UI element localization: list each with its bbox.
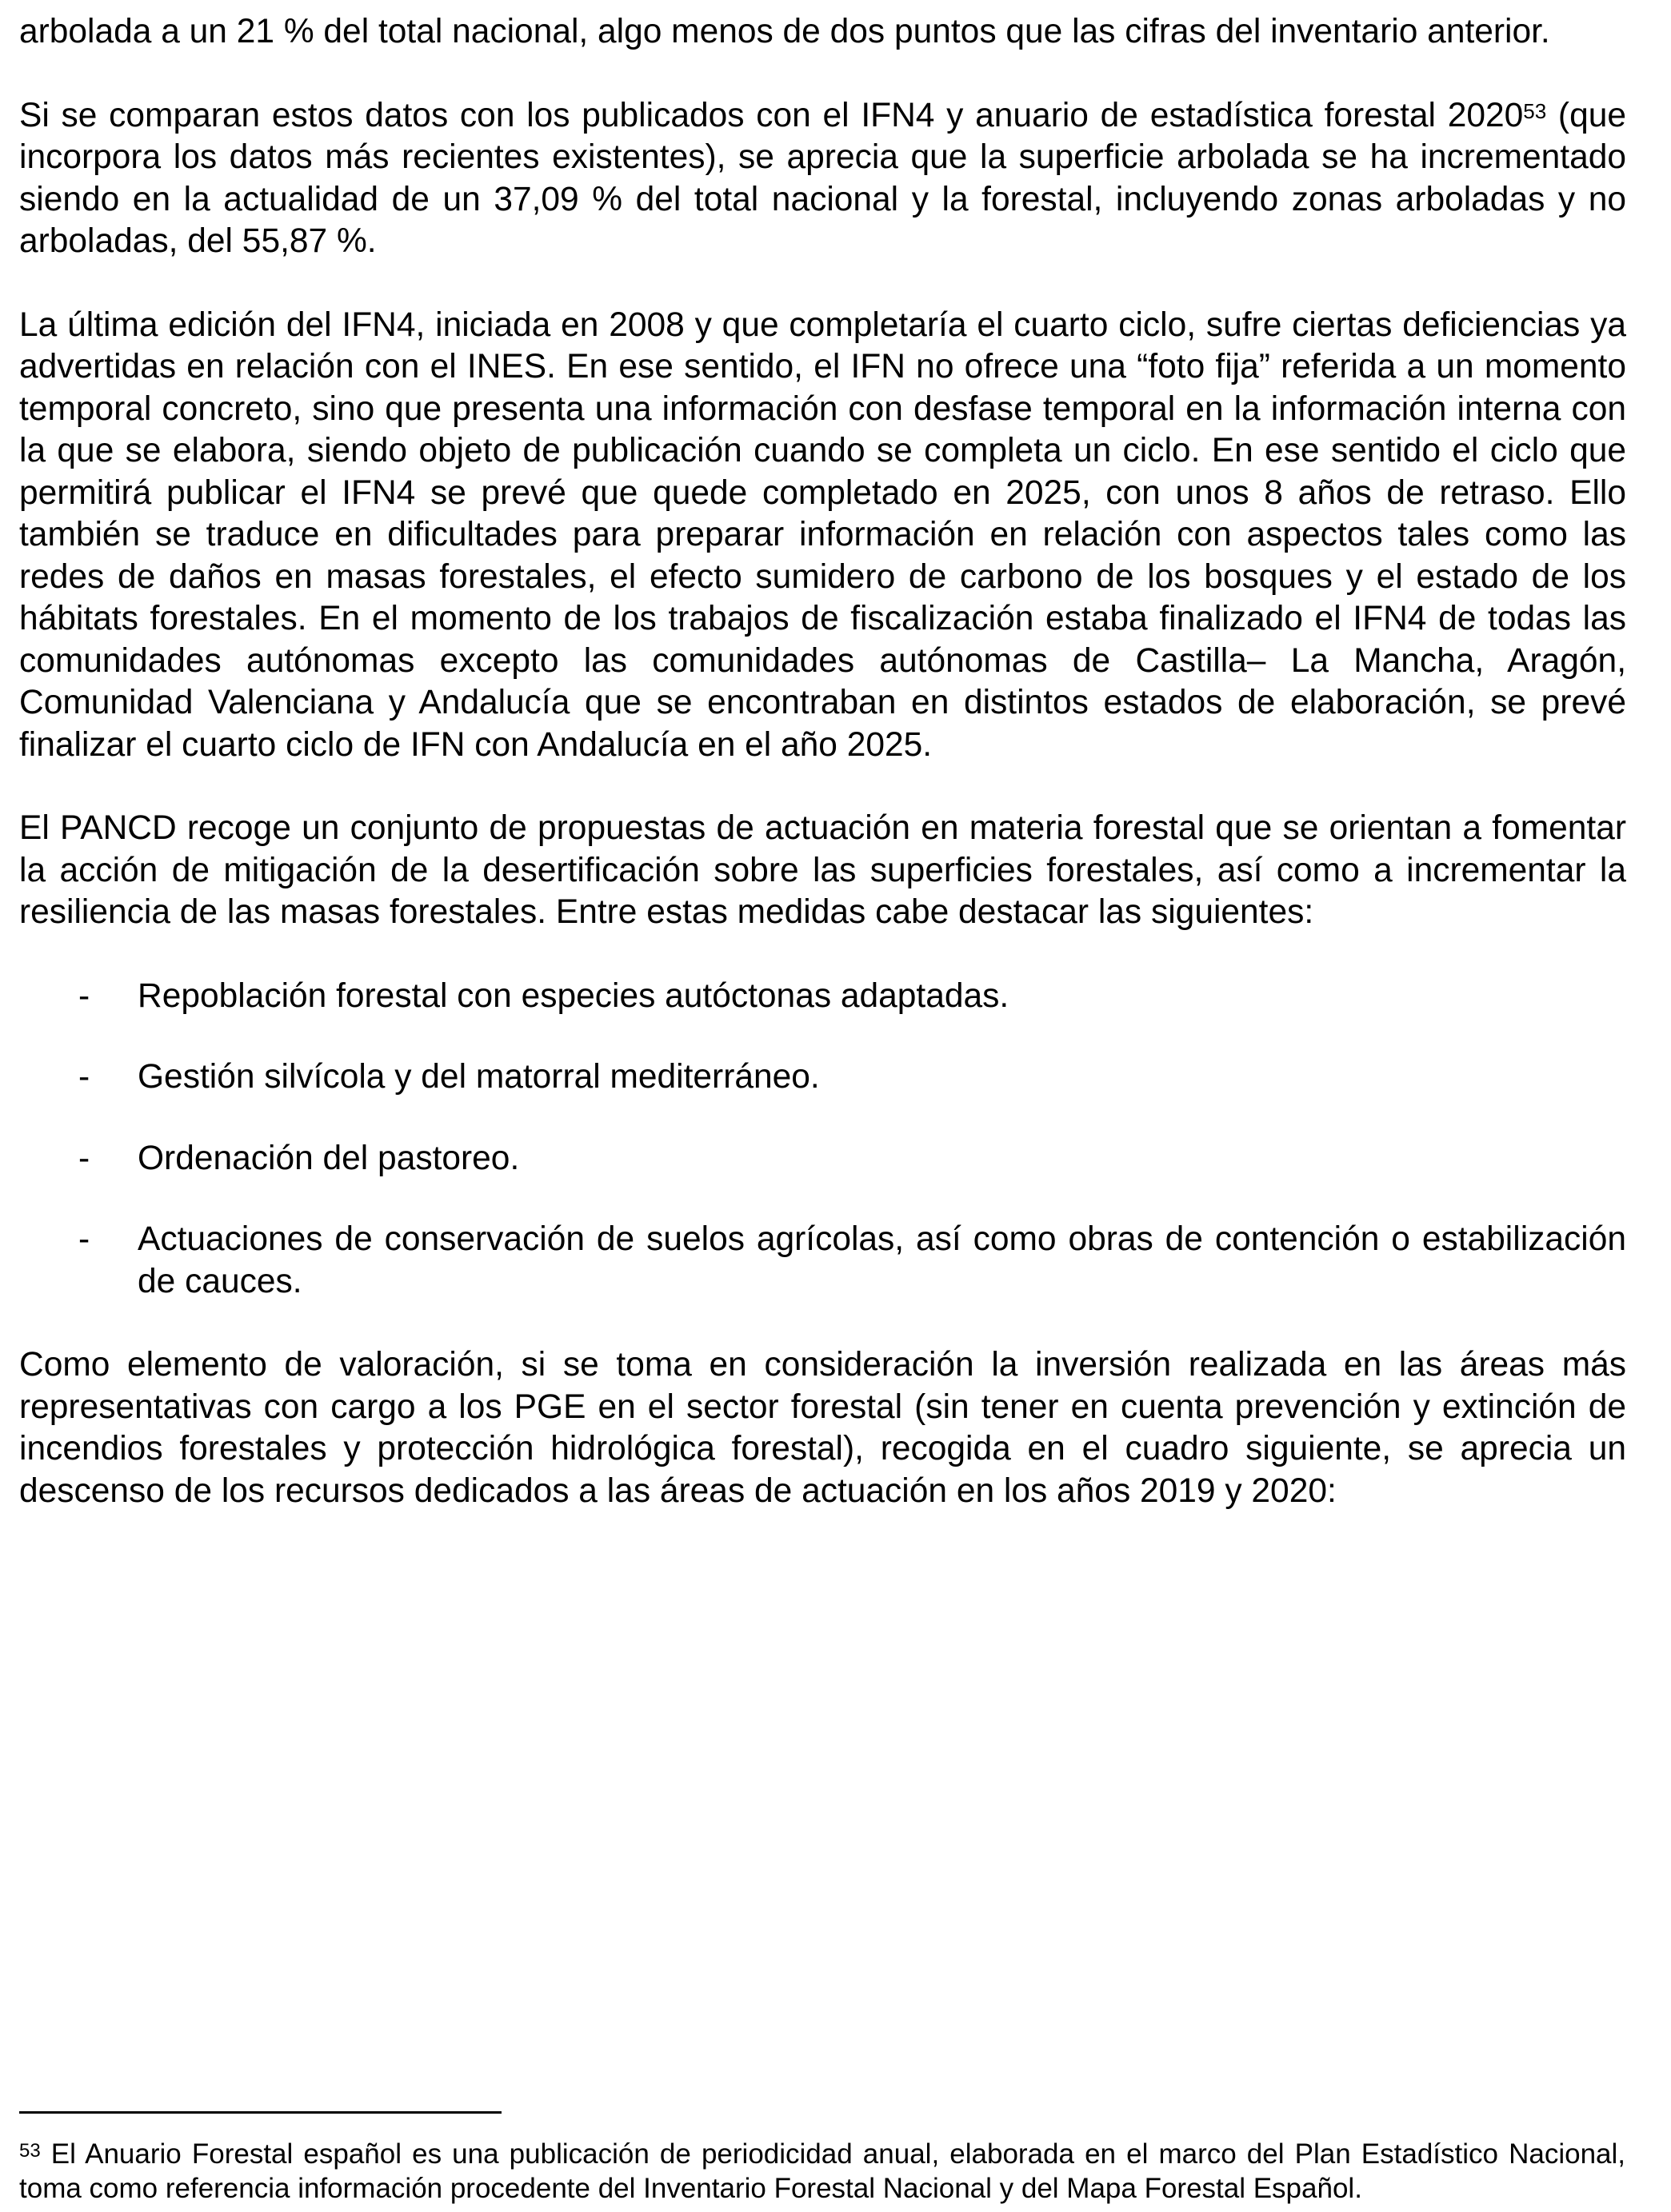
list-item [19, 1056, 1626, 1099]
list-dash: - [78, 1058, 90, 1096]
paragraph-gap [19, 263, 1626, 305]
list-dash: - [78, 1139, 90, 1177]
list-dash: - [78, 1220, 90, 1258]
list-item [19, 976, 1626, 1018]
paragraph-comparison [19, 95, 1626, 263]
list-item [19, 1219, 1626, 1303]
list-item-text: Repoblación forestal con especies autóctonas adaptadas. [138, 976, 1009, 1015]
paragraph-gap [19, 1303, 1626, 1344]
document-page [19, 11, 1626, 1512]
footnote-number: 53 [19, 2140, 41, 2162]
paragraph-comparison-rest: (que incorpora los datos más recientes existentes), se aprecia que la superficie arbolada se ha incrementado siendo en la actualidad de un 37,09 % del total nacional y la forestal, incluyendo zonas arboladas y no arboladas, del 55,87 %. [19, 96, 1626, 260]
footnote [19, 2137, 1625, 2206]
paragraph-arbolada: arbolada a un 21 % del total nacional, algo menos de dos puntos que las cifras del inventario anterior. [19, 13, 1550, 50]
paragraph-gap [19, 934, 1626, 976]
footnote-text: El Anuario Forestal español es una publicación de periodicidad anual, elaborada en el marco del Plan Estadístico Nacional, toma como referencia información procedente del Inventario Forestal Nacional y del Mapa Forestal Español. [19, 2138, 1625, 2204]
list-item-text: Gestión silvícola y del matorral mediterráneo. [138, 1058, 820, 1096]
list-item-text: Actuaciones de conservación de suelos agrícolas, así como obras de contención o estabilización de cauces. [138, 1220, 1626, 1300]
paragraph-pancd: El PANCD recoge un conjunto de propuestas de actuación en materia forestal que se orientan a fomentar la acción de mitigación de la desertificación sobre las superficies forestales, así como a incrementar la resiliencia de las masas forestales. Entre estas medidas cabe destacar las siguientes: [19, 809, 1626, 931]
footnote-separator [19, 2111, 502, 2114]
measures-list [19, 976, 1626, 1304]
paragraph-gap [19, 54, 1626, 95]
paragraph-gap [19, 766, 1626, 808]
footnote-reference[interactable]: 53 [1523, 98, 1547, 123]
paragraph-comparison-text: Si se comparan estos datos con los publicados con el IFN4 y anuario de estadística forestal 2020 [19, 96, 1524, 134]
list-item [19, 1138, 1626, 1180]
list-item-text: Ordenación del pastoreo. [138, 1139, 520, 1177]
list-dash: - [78, 976, 90, 1015]
paragraph-ifn4: La última edición del IFN4, iniciada en 2008 y que completaría el cuarto ciclo, sufre ciertas deficiencias ya advertidas en relación con el INES. En ese sentido, el IFN no ofrece una “foto fija” referida a un momento temporal concreto, sino que presenta una información con desfase temporal en la información interna con la que se elabora, siendo objeto de publicación cuando se completa un ciclo. En ese sentido el ciclo que permitirá publicar el IFN4 se prevé que quede completado en 2025, con unos 8 años de retraso. Ello también se traduce en dificultades para preparar información en relación con aspectos tales como las redes de daños en masas forestales, el efecto sumidero de carbono de los bosques y el estado de los hábitats forestales. En el momento de los trabajos de fiscalización estaba finalizado el IFN4 de todas las comunidades autónomas excepto las comunidades autónomas de Castilla– La Mancha, Aragón, Comunidad Valenciana y Andalucía que se encontraban en distintos estados de elaboración, se prevé finalizar el cuarto ciclo de IFN con Andalucía en el año 2025. [19, 305, 1626, 764]
paragraph-valoracion: Como elemento de valoración, si se toma en consideración la inversión realizada en las áreas más representativas con cargo a los PGE en el sector forestal (sin tener en cuenta prevención y extinción de incendios forestales y protección hidrológica forestal), recogida en el cuadro siguiente, se aprecia un descenso de los recursos dedicados a las áreas de actuación en los años 2019 y 2020: [19, 1346, 1626, 1510]
